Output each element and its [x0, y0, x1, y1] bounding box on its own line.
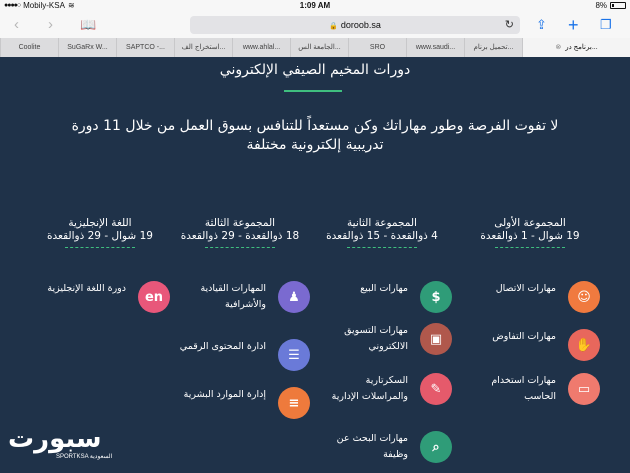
- laptop-icon: ▭: [568, 373, 600, 405]
- group-divider: [347, 247, 417, 248]
- secretary-icon: ✎: [420, 373, 452, 405]
- share-icon[interactable]: ⇪: [536, 17, 547, 32]
- group-dates: 19 شوال - 1 ذوالقعدة: [480, 230, 580, 242]
- group-name: المجموعة الأولى: [494, 217, 566, 229]
- course-label: دورة اللغة الإنجليزية: [47, 283, 126, 294]
- en-badge-text: en: [144, 289, 164, 305]
- back-icon[interactable]: ‹: [14, 16, 19, 33]
- battery-percent: 8%: [595, 1, 607, 10]
- address-bar[interactable]: [190, 16, 520, 34]
- group-1: [460, 217, 600, 402]
- course-item[interactable]: [312, 281, 452, 329]
- course-label: المهارات القيادية والأشرافية: [200, 283, 266, 310]
- chat-icon: ☺: [568, 281, 600, 313]
- new-tab-icon[interactable]: +: [568, 15, 579, 35]
- close-tab-icon[interactable]: ⊗: [555, 44, 562, 51]
- group-divider: [65, 247, 135, 248]
- marketing-icon: ▣: [420, 323, 452, 355]
- search-icon: ⌕: [420, 431, 452, 463]
- tabs-icon[interactable]: ❐: [600, 17, 612, 32]
- course-item[interactable]: [312, 431, 452, 473]
- sportksa-logo: [8, 425, 140, 465]
- page-content: [0, 57, 630, 473]
- group-heading: [312, 217, 452, 243]
- logo-main: سبورت: [8, 424, 102, 454]
- tab-download[interactable]: [464, 38, 522, 57]
- group-dates: 19 شوال - 29 ذوالقعدة: [47, 230, 153, 242]
- tab-label: www.saudi...: [415, 44, 456, 51]
- tab-saudi[interactable]: [406, 38, 464, 57]
- signal-icon: ●●●●○: [4, 2, 21, 9]
- course-item[interactable]: [170, 339, 310, 387]
- logo-sub: SPORTKSA السعودية: [56, 454, 113, 460]
- course-item[interactable]: [170, 387, 310, 435]
- course-item[interactable]: [312, 373, 452, 421]
- lock-icon: 🔒: [329, 23, 338, 30]
- battery-icon: [610, 2, 626, 9]
- tab-bar: [0, 38, 630, 57]
- course-label: مهارات استخدام الحاسب: [491, 375, 556, 402]
- clock: 1:09 AM: [299, 1, 331, 10]
- course-label: ادارة المحتوى الرقمي: [179, 341, 266, 352]
- course-label: السكرتارية والمراسلات الإدارية: [331, 375, 408, 402]
- group-heading: [30, 217, 170, 243]
- title-underline: [284, 90, 342, 92]
- wifi-icon: ≋: [67, 1, 75, 10]
- course-item[interactable]: [460, 329, 600, 377]
- tab-ahlal[interactable]: [232, 38, 290, 57]
- course-item[interactable]: [312, 323, 452, 371]
- sales-icon: $: [420, 281, 452, 313]
- page-title: دورات المخيم الصيفي الإلكتروني: [219, 62, 411, 78]
- group-dates: 4 ذوالقعدة - 15 ذوالقعدة: [326, 230, 438, 242]
- reload-icon[interactable]: ↻: [504, 19, 514, 31]
- content-icon: ☰: [278, 339, 310, 371]
- course-label: مهارات البيع: [360, 283, 408, 294]
- group-2: [312, 217, 452, 460]
- group-heading: [170, 217, 310, 243]
- forward-icon[interactable]: ›: [48, 16, 53, 33]
- course-label: إدارة الموارد البشرية: [183, 389, 266, 400]
- tab-extract[interactable]: [174, 38, 232, 57]
- course-label: مهارات الاتصال: [495, 283, 556, 294]
- carrier-label: Mobily-KSA: [23, 1, 65, 10]
- course-item[interactable]: [460, 281, 600, 329]
- hr-icon: ≡: [278, 387, 310, 419]
- course-label: مهارات التفاوض: [492, 331, 556, 342]
- group-3: [170, 217, 310, 411]
- tab-saptco[interactable]: [116, 38, 174, 57]
- course-item[interactable]: [170, 281, 310, 329]
- tab-label: استخراج الف...: [181, 44, 226, 51]
- course-label: مهارات البحث عن وظيفة: [336, 433, 408, 460]
- tab-label: الجامعة الس...: [298, 44, 341, 51]
- group-heading: [460, 217, 600, 243]
- group-name: اللغة الإنجليزية: [68, 217, 132, 229]
- tab-sugarx[interactable]: [58, 38, 116, 57]
- group-name: المجموعة الثانية: [347, 217, 417, 229]
- tab-university[interactable]: [290, 38, 348, 57]
- course-label: مهارات التسويق الالكتروني: [344, 325, 408, 352]
- en-icon: [138, 281, 170, 313]
- status-bar: [0, 0, 630, 12]
- course-item[interactable]: [30, 281, 170, 329]
- tab-doroob-active[interactable]: [522, 38, 630, 57]
- browser-toolbar: [0, 12, 630, 38]
- tab-label: تحميل برنام...: [473, 44, 514, 51]
- handshake-icon: ✋: [568, 329, 600, 361]
- status-right: [595, 1, 626, 10]
- tab-label: www.ahlal...: [242, 44, 281, 51]
- course-item[interactable]: [460, 373, 600, 421]
- tab-label: برنامج در...: [565, 44, 598, 51]
- group-dates: 18 ذوالقعدة - 29 ذوالقعدة: [180, 230, 300, 242]
- tab-sro[interactable]: [348, 38, 406, 57]
- group-divider: [205, 247, 275, 248]
- tab-label: SAPTCO -...: [126, 44, 165, 51]
- tab-coolite[interactable]: [0, 38, 58, 57]
- intro-text: لا تفوت الفرصة وطور مهاراتك وكن مستعداً للتنافس بسوق العمل من خلال 11 دورة تدريبية إلكترونية مختلفة: [71, 118, 559, 153]
- leadership-icon: ♟: [278, 281, 310, 313]
- url-text: doroob.sa: [340, 20, 381, 30]
- tab-label: SRO: [369, 44, 386, 51]
- group-name: المجموعة الثالثة: [204, 217, 276, 229]
- group-english: [30, 217, 170, 305]
- tab-label: Coolite: [18, 44, 41, 51]
- tab-label: SuGaRx W...: [67, 44, 108, 51]
- bookmarks-icon[interactable]: 📖: [80, 17, 97, 32]
- group-divider: [495, 247, 565, 248]
